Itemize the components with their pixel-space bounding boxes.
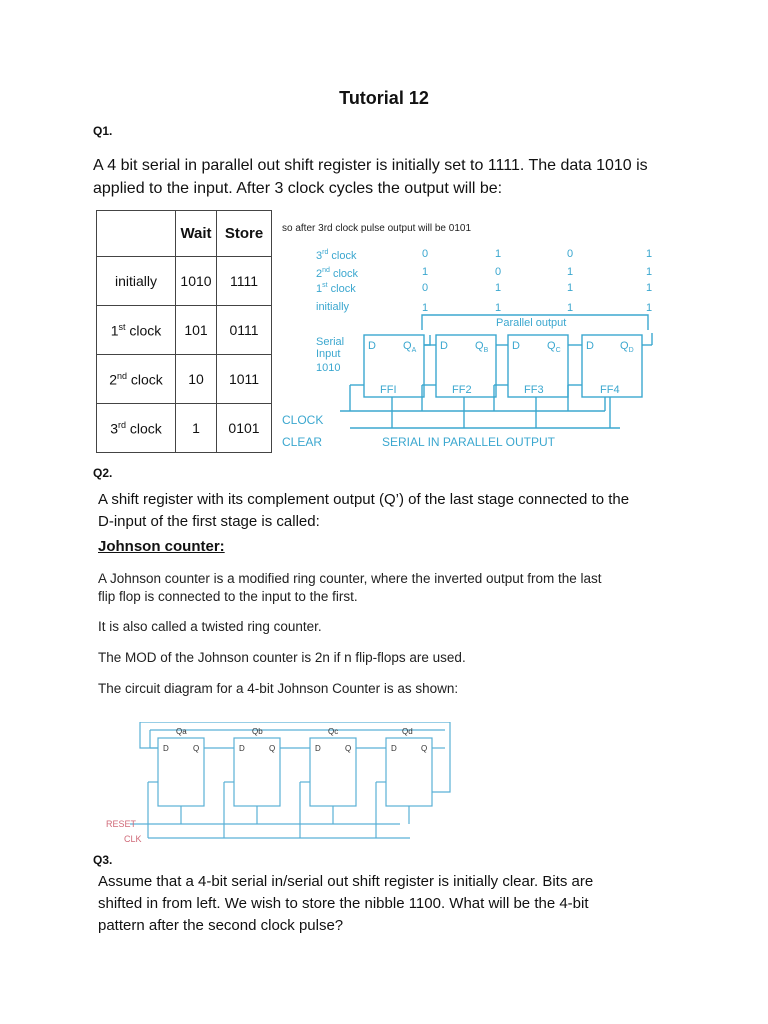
para-line: flip flop is connected to the input to the first. xyxy=(98,589,358,604)
para-line: A Johnson counter is a modified ring counter, where the inverted output from the last xyxy=(98,571,602,586)
diagram-caption: SERIAL IN PARALLEL OUTPUT xyxy=(382,435,555,449)
johnson-d: D xyxy=(239,744,245,753)
ff-name: FFI xyxy=(380,384,397,396)
bit: 1 xyxy=(422,302,429,314)
johnson-wiring xyxy=(130,722,450,838)
bit: 1 xyxy=(495,302,502,314)
q2-para: The MOD of the Johnson counter is 2n if n flip-flops are used. xyxy=(98,650,466,665)
q3-question-line: pattern after the second clock pulse? xyxy=(98,917,344,934)
q2-para xyxy=(98,570,602,606)
diagram-note: so after 3rd clock pulse output will be 0101 xyxy=(282,223,471,234)
johnson-q: Q xyxy=(193,744,200,753)
bit: 1 xyxy=(646,282,653,294)
table-row xyxy=(97,306,272,355)
q1-label: Q1. xyxy=(93,124,113,138)
clk-label: CLK xyxy=(124,834,142,844)
johnson-counter-diagram xyxy=(100,722,480,847)
bit: 1 xyxy=(495,248,502,260)
serial-input-label: Serial xyxy=(316,336,345,348)
table-cell: 10 xyxy=(176,355,217,404)
bit: 1 xyxy=(646,302,653,314)
bit: 0 xyxy=(422,248,429,260)
table-cell: 1011 xyxy=(217,355,272,404)
bit: 0 xyxy=(495,266,502,278)
parallel-output-label: Parallel output xyxy=(496,317,567,329)
sipo-shift-register-diagram xyxy=(270,215,670,460)
bit: 1 xyxy=(646,248,653,260)
ff-q: $Q_A$ xyxy=(403,340,417,354)
ff-d: D xyxy=(512,340,520,352)
ff-d: D xyxy=(440,340,448,352)
q2-question-line: A shift register with its complement output (Q’) of the last stage connected to the xyxy=(98,491,630,508)
q1-question xyxy=(93,154,648,200)
table-cell: 1st clock xyxy=(97,306,176,355)
ff-d: D xyxy=(586,340,594,352)
table-cell: 1010 xyxy=(176,257,217,306)
johnson-q: Q xyxy=(269,744,276,753)
table-header: Store xyxy=(217,211,272,257)
ff-q: $Q_B$ xyxy=(475,340,489,354)
clear-label: CLEAR xyxy=(282,435,323,449)
table-row xyxy=(97,404,272,453)
sipo-wiring xyxy=(340,315,652,428)
row-label: 2nd clock xyxy=(316,267,359,280)
johnson-d: D xyxy=(163,744,169,753)
johnson-q: Q xyxy=(421,744,428,753)
table-cell: 2nd clock xyxy=(97,355,176,404)
table-cell: initially xyxy=(97,257,176,306)
q2-question-line: D-input of the first stage is called: xyxy=(98,513,320,530)
row-label: 3rd clock xyxy=(316,249,357,262)
q2-para: It is also called a twisted ring counter. xyxy=(98,619,322,634)
johnson-q-label: Qd xyxy=(402,727,413,736)
serial-input-label: 1010 xyxy=(316,362,341,374)
table-row xyxy=(97,257,272,306)
table-cell: 0111 xyxy=(217,306,272,355)
q2-question xyxy=(98,489,629,533)
bit: 1 xyxy=(567,282,574,294)
johnson-d: D xyxy=(391,744,397,753)
reset-label: RESET xyxy=(106,819,137,829)
table-cell: 1111 xyxy=(217,257,272,306)
ff-q: $Q_D$ xyxy=(620,340,634,354)
q2-answer: Johnson counter: xyxy=(98,538,225,555)
johnson-q-label: Qa xyxy=(176,727,187,736)
q1-question-line: applied to the input. After 3 clock cycles the output will be: xyxy=(93,180,503,197)
ff-name: FF3 xyxy=(524,384,544,396)
q3-question xyxy=(98,871,593,937)
johnson-q-label: Qc xyxy=(328,727,339,736)
bit: 1 xyxy=(567,266,574,278)
table-row xyxy=(97,355,272,404)
table-header xyxy=(97,211,176,257)
page-title: Tutorial 12 xyxy=(339,88,429,108)
row-label: initially xyxy=(316,301,350,313)
bit: 0 xyxy=(422,282,429,294)
bit: 1 xyxy=(495,282,502,294)
table-cell: 101 xyxy=(176,306,217,355)
bit: 0 xyxy=(567,248,574,260)
bit: 1 xyxy=(422,266,429,278)
johnson-q-label: Qb xyxy=(252,727,263,736)
q3-label: Q3. xyxy=(93,853,113,867)
q3-question-line: shifted in from left. We wish to store the nibble 1100. What will be the 4-bit xyxy=(98,895,589,912)
ff-name: FF4 xyxy=(600,384,620,396)
bit: 1 xyxy=(646,266,653,278)
table-cell: 3rd clock xyxy=(97,404,176,453)
ff-name: FF2 xyxy=(452,384,472,396)
q1-question-line: A 4 bit serial in parallel out shift register is initially set to 1111. The data 1010 is xyxy=(93,157,648,174)
table-cell: 1 xyxy=(176,404,217,453)
serial-input-label: Input xyxy=(316,348,341,360)
bit-grid xyxy=(422,248,652,314)
q2-para: The circuit diagram for a 4-bit Johnson Counter is as shown: xyxy=(98,681,459,696)
clock-label: CLOCK xyxy=(282,413,324,427)
table-cell: 0101 xyxy=(217,404,272,453)
ff-d: D xyxy=(368,340,376,352)
ff-q: $Q_C$ xyxy=(547,340,561,354)
johnson-d: D xyxy=(315,744,321,753)
table-header: Wait xyxy=(176,211,217,257)
shift-register-table xyxy=(96,210,272,453)
row-label: 1st clock xyxy=(316,282,356,295)
q2-label: Q2. xyxy=(93,466,113,480)
johnson-q: Q xyxy=(345,744,352,753)
bit: 1 xyxy=(567,302,574,314)
q3-question-line: Assume that a 4-bit serial in/serial out shift register is initially clear. Bits are xyxy=(98,873,594,890)
